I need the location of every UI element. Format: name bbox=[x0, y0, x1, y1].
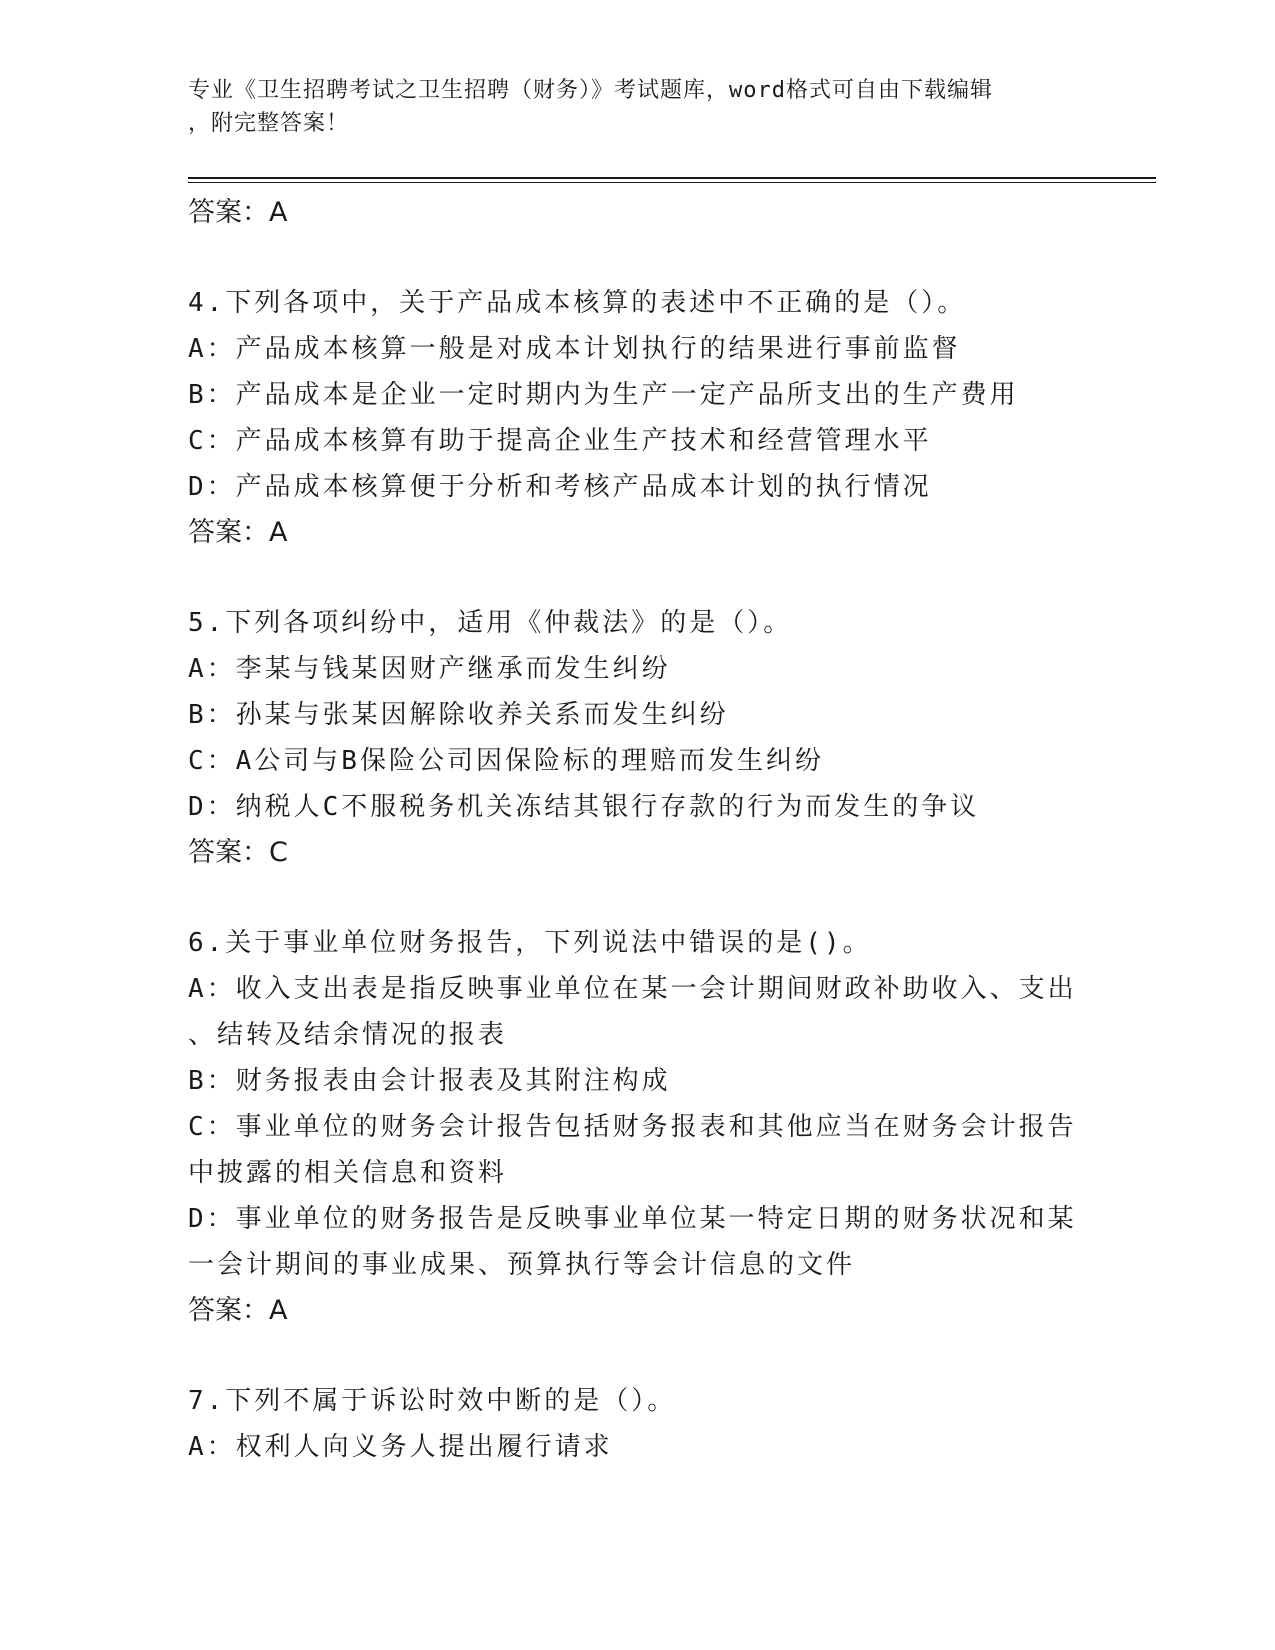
spacer bbox=[188, 1334, 1088, 1378]
option-d: D：事业单位的财务报告是反映事业单位某一特定日期的财务状况和某 bbox=[188, 1204, 1077, 1234]
option-c-continued: 中披露的相关信息和资料 bbox=[188, 1158, 508, 1188]
header-line-2: ，附完整答案！ bbox=[188, 111, 350, 136]
option-c: C：产品成本核算有助于提高企业生产技术和经营管理水平 bbox=[188, 426, 932, 456]
header-line-1: 专业《卫生招聘考试之卫生招聘（财务）》考试题库，word格式可自由下载编辑 bbox=[188, 78, 993, 103]
option-c: C：事业单位的财务会计报告包括财务报表和其他应当在财务会计报告 bbox=[188, 1112, 1077, 1142]
option-a: A：产品成本核算一般是对成本计划执行的结果进行事前监督 bbox=[188, 334, 961, 364]
question-block-4 bbox=[188, 280, 1088, 556]
question-text: 7.下列不属于诉讼时效中断的是（）。 bbox=[188, 1386, 677, 1416]
answer: 答案：C bbox=[188, 837, 288, 868]
option-b: B：孙某与张某因解除收养关系而发生纠纷 bbox=[188, 700, 729, 730]
header-divider-thick bbox=[188, 177, 1156, 179]
question-text: 4.下列各项中，关于产品成本核算的表述中不正确的是（）。 bbox=[188, 288, 967, 318]
question-text: 6.关于事业单位财务报告，下列说法中错误的是()。 bbox=[188, 928, 872, 958]
option-b: B：产品成本是企业一定时期内为生产一定产品所支出的生产费用 bbox=[188, 380, 1019, 410]
document-header bbox=[188, 74, 1068, 140]
spacer bbox=[188, 876, 1088, 920]
question-block-5 bbox=[188, 600, 1088, 876]
question-text: 5.下列各项纠纷中，适用《仲裁法》的是（）。 bbox=[188, 608, 793, 638]
option-a: A：权利人向义务人提出履行请求 bbox=[188, 1432, 613, 1462]
option-c: C：A公司与B保险公司因保险标的理赔而发生纠纷 bbox=[188, 746, 824, 776]
option-d-continued: 一会计期间的事业成果、预算执行等会计信息的文件 bbox=[188, 1250, 856, 1280]
spacer bbox=[188, 556, 1088, 600]
option-b: B：财务报表由会计报表及其附注构成 bbox=[188, 1066, 671, 1096]
answer: 答案：A bbox=[188, 517, 288, 548]
option-a: A：李某与钱某因财产继承而发生纠纷 bbox=[188, 654, 671, 684]
option-a: A：收入支出表是指反映事业单位在某一会计期间财政补助收入、支出 bbox=[188, 974, 1077, 1004]
question-block-6 bbox=[188, 920, 1088, 1334]
answer: 答案：A bbox=[188, 1295, 288, 1326]
option-a-continued: 、结转及结余情况的报表 bbox=[188, 1020, 508, 1050]
question-list bbox=[188, 190, 1088, 1470]
answer-q3: 答案：A bbox=[188, 197, 288, 228]
spacer bbox=[188, 236, 1088, 280]
option-d: D：纳税人C不服税务机关冻结其银行存款的行为而发生的争议 bbox=[188, 792, 980, 822]
header-divider-thin bbox=[188, 182, 1156, 183]
question-block-7 bbox=[188, 1378, 1088, 1470]
option-d: D：产品成本核算便于分析和考核产品成本计划的执行情况 bbox=[188, 472, 932, 502]
